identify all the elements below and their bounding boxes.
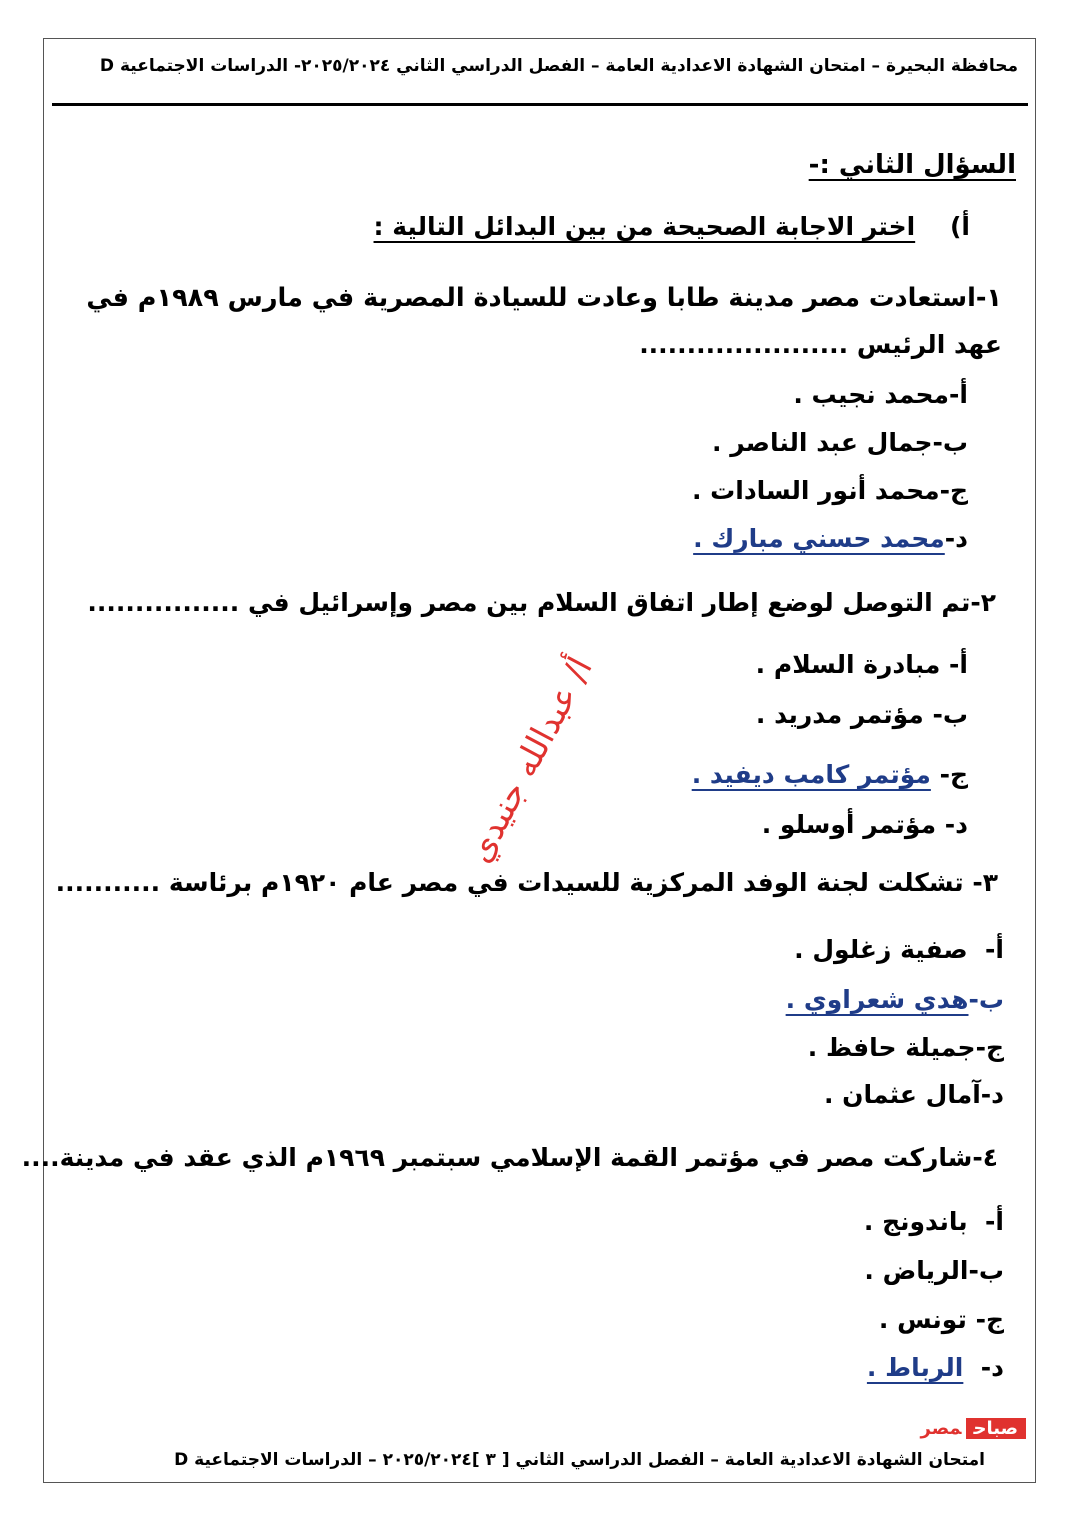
q3-option-b-correct: ب-هدي شعراوي . <box>785 985 1004 1014</box>
question-3-line-1: ٣- تشكلت لجنة الوفد المركزية للسيدات في مصر عام ١٩٢٠م برئاسة ........... <box>55 868 998 897</box>
q3-option-d: د-آمال عثمان . <box>823 1080 1004 1109</box>
header-divider <box>52 103 1028 106</box>
q4-option-d-correct: د- الرباط . <box>866 1353 1004 1382</box>
q4-option-b: ب-الرياض . <box>864 1256 1004 1285</box>
logo-part-2: مصر <box>920 1418 962 1439</box>
section-marker: أ) <box>950 212 970 241</box>
q3-option-c: ج-جميلة حافظ . <box>807 1033 1004 1062</box>
q1-option-c: ج-محمد أنور السادات . <box>691 476 968 505</box>
logo-part-1: صباح <box>966 1418 1026 1439</box>
instruction-text: اختر الاجابة الصحيحة من بين البدائل التالية : <box>373 212 916 241</box>
question-1-line-1: ١-استعادت مصر مدينة طابا وعادت للسيادة المصرية في مارس ١٩٨٩م في <box>86 283 1002 313</box>
q1-option-d-correct: د-محمد حسني مبارك . <box>693 524 968 553</box>
page-header: محافظة البحيرة – امتحان الشهادة الاعدادية العامة – الفصل الدراسي الثاني ٢٠٢٥/٢٠٢٤- الدراسات الاجتماعية D <box>99 56 1018 76</box>
q2-option-c-correct: ج- مؤتمر كامب ديفيد . <box>691 760 968 789</box>
q3-option-a: أ- صفية زغلول . <box>794 935 1004 964</box>
q1-option-b: ب-جمال عبد الناصر . <box>712 428 968 457</box>
page-footer: امتحان الشهادة الاعدادية العامة – الفصل الدراسي الثاني [ ٣ ]٢٠٢٥/٢٠٢٤ – الدراسات الاجتماعية D <box>174 1450 985 1470</box>
q1-option-a: أ-محمد نجيب . <box>793 380 968 409</box>
question-1-line-2: عهد الرئيس ...................... <box>639 330 1002 359</box>
question-title: السؤال الثاني :- <box>808 150 1016 180</box>
instruction <box>374 212 970 241</box>
q4-option-c: ج- تونس . <box>878 1305 1004 1334</box>
stamp-text: أ/ عبدالله جنيدي <box>459 650 601 870</box>
q4-option-a: أ- باندونج . <box>863 1207 1004 1236</box>
sabah-masr-logo <box>858 1414 1026 1444</box>
teacher-signature-stamp <box>400 650 660 870</box>
q2-option-a: أ- مبادرة السلام . <box>755 650 968 679</box>
q2-option-b: ب- مؤتمر مدريد . <box>755 700 968 729</box>
question-4-line-1: ٤-شاركت مصر في مؤتمر القمة الإسلامي سبتمبر ١٩٦٩م الذي عقد في مدينة.... <box>21 1143 998 1172</box>
question-2-line-1: ٢-تم التوصل لوضع إطار اتفاق السلام بين مصر وإسرائيل في ................ <box>87 588 996 617</box>
q2-option-d: د- مؤتمر أوسلو . <box>761 810 968 839</box>
